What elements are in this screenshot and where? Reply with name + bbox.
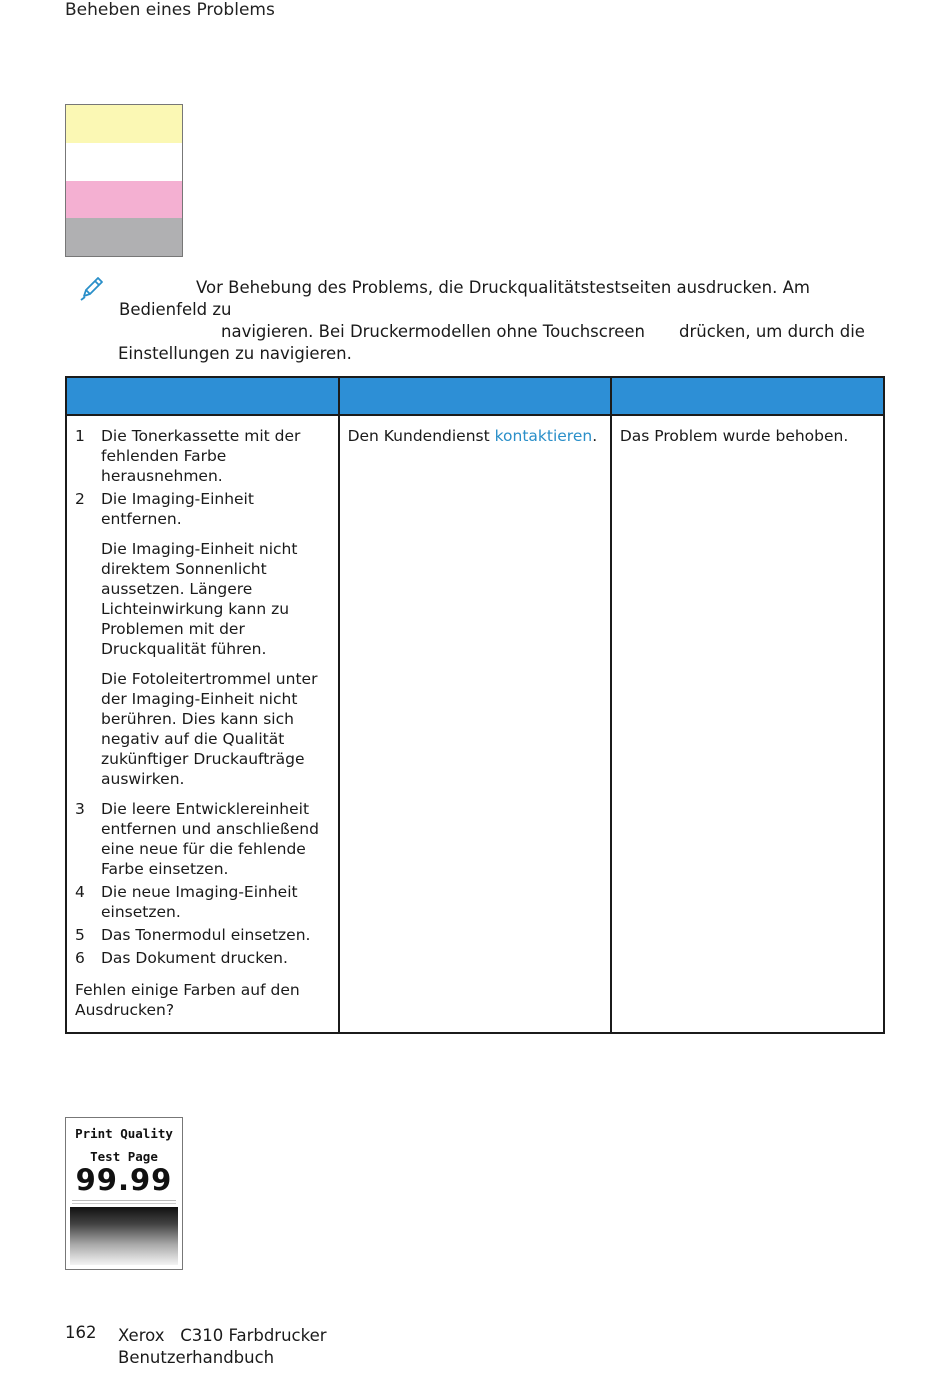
swatch-band-magenta (66, 181, 182, 219)
caution-note-drum: Die Fotoleitertrommel unter der Imaging-Einheit nicht berühren. Dies kann sich negativ auf die Qualität zukünftiger Druckaufträge auswirken. (101, 670, 318, 788)
swatch-band-gray (66, 218, 182, 256)
no-cell-text: Das Problem wurde behoben. (619, 427, 849, 445)
swatch-band-yellow (66, 105, 182, 143)
test-page-title-line-2: Test Page (90, 1149, 158, 1164)
footer-manual: Benutzerhandbuch (118, 1348, 275, 1367)
yes-cell-period: . (592, 427, 598, 445)
step-5 (75, 925, 330, 945)
step-1 (75, 426, 330, 486)
page-number: 162 (65, 1323, 97, 1342)
test-page-gradient-band (70, 1207, 178, 1265)
step-text: Die leere Entwicklereinheit entfernen und anschließend eine neue für die fehlende Farbe einsetzen. (101, 800, 319, 878)
no-cell (611, 415, 884, 1033)
step-number: 2 (75, 490, 85, 508)
test-page-text-lines (72, 1200, 176, 1204)
section-header: Beheben eines Problems (65, 0, 275, 20)
step-4 (75, 882, 330, 922)
step-number: 6 (75, 949, 85, 967)
note-line-2: Bedienfeld zu (119, 300, 232, 319)
note-line-1: Vor Behebung des Problems, die Druckqualitätstestseiten ausdrucken. Am (196, 278, 810, 297)
caution-note-sunlight: Die Imaging-Einheit nicht direktem Sonnenlicht aussetzen. Längere Lichteinwirkung kann zu Problemen mit der Druckqualität führen. (101, 540, 298, 658)
troubleshooting-table (65, 376, 885, 1034)
step-text: Die Tonerkassette mit der fehlenden Farbe herausnehmen. (101, 427, 301, 485)
question-text: Fehlen einige Farben auf den Ausdrucken? (75, 981, 300, 1019)
table-row (66, 415, 884, 1033)
step-text: Das Tonermodul einsetzen. (101, 926, 311, 944)
yes-cell-text: Den Kundendienst (347, 427, 495, 445)
test-page-number: 99.99 (75, 1163, 173, 1197)
table-header-row (66, 377, 884, 415)
pencil-icon (78, 274, 106, 302)
header-cell-yes (339, 377, 611, 415)
note-line-4: Einstellungen zu navigieren. (118, 344, 352, 363)
contact-link[interactable]: kontaktieren (494, 427, 593, 445)
action-cell (66, 415, 339, 1033)
step-2 (75, 489, 330, 529)
header-cell-no (611, 377, 884, 415)
step-number: 4 (75, 883, 85, 901)
step-3 (75, 799, 330, 879)
step-number: 1 (75, 427, 85, 445)
step-text: Die Imaging-Einheit entfernen. (101, 490, 254, 528)
step-text: Die neue Imaging-Einheit einsetzen. (101, 883, 298, 921)
test-page-title-line-1: Print Quality (75, 1126, 173, 1141)
note-line-3b: drücken, um durch die (679, 322, 865, 341)
step-text: Das Dokument drucken. (101, 949, 288, 967)
step-number: 3 (75, 800, 85, 818)
color-swatch-image (65, 104, 183, 257)
note-line-3a: navigieren. Bei Druckermodellen ohne Touchscreen (221, 322, 646, 341)
footer-title (118, 1325, 327, 1369)
header-cell-action (66, 377, 339, 415)
swatch-band-white (66, 143, 182, 181)
print-quality-test-page-image (65, 1117, 183, 1270)
yes-cell (339, 415, 611, 1033)
step-6 (75, 948, 330, 968)
step-number: 5 (75, 926, 85, 944)
footer-product: Xerox C310 Farbdrucker (118, 1326, 327, 1345)
